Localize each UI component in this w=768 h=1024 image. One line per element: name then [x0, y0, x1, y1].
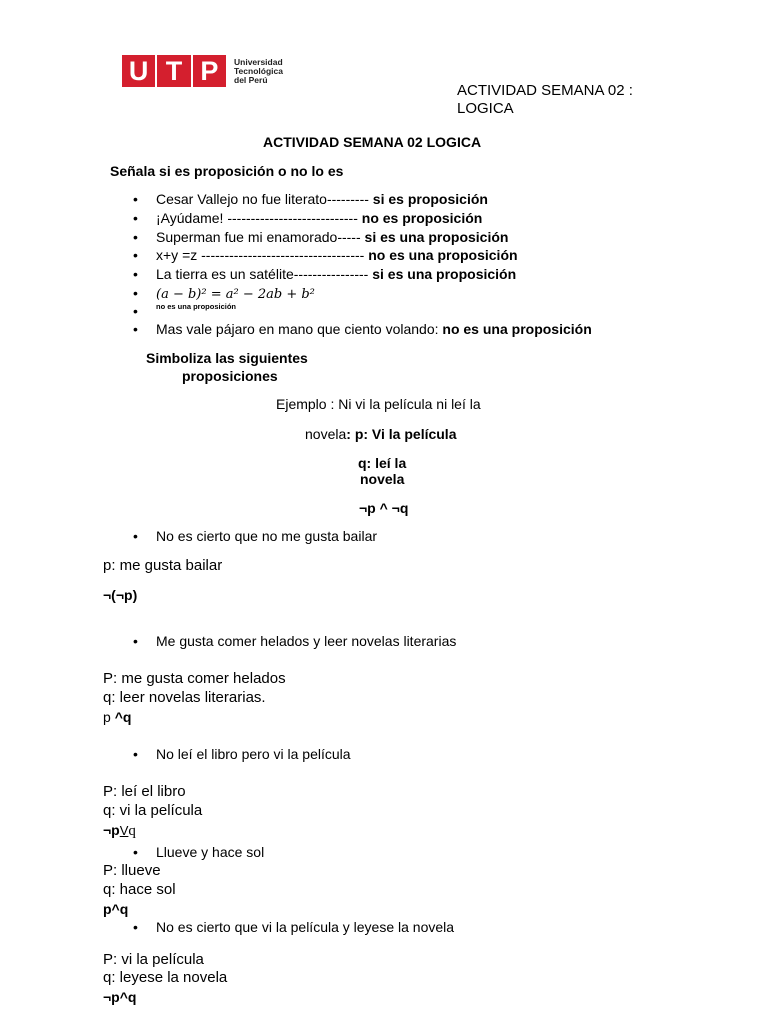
- logo-text-line2: Tecnológica: [234, 65, 283, 76]
- section1-heading: Señala si es proposición o no lo es: [110, 163, 344, 179]
- exercise5-result: ¬p^q: [103, 989, 137, 1005]
- logo-text-line1: Universidad: [234, 56, 283, 67]
- example-q-line2: novela: [360, 471, 405, 487]
- logo-letter-p: P: [200, 56, 219, 86]
- example-line2: [305, 426, 456, 443]
- exercise3-result: [103, 822, 136, 840]
- exercise4-q: q: hace sol: [103, 881, 176, 898]
- example-p: : p: Vi la película: [346, 426, 457, 442]
- example-q-line1: q: leí la: [358, 455, 407, 471]
- exercise3-result-or: V: [119, 823, 129, 838]
- exercise2-bullet: • Me gusta comer helados y leer novelas literarias: [133, 633, 456, 650]
- utp-logo: [122, 55, 283, 87]
- example-line1: Ejemplo : Ni vi la película ni leí la: [276, 396, 481, 412]
- item-answer: si es una proposición: [372, 266, 517, 283]
- item-text: ¡Ayúdame! ----------------------------: [156, 209, 362, 226]
- list-item: [133, 320, 592, 339]
- example-result: ¬p ^ ¬q: [359, 500, 409, 516]
- exercise4-bullet: • Llueve y hace sol: [133, 844, 264, 861]
- logo-letter-t: T: [155, 55, 192, 87]
- exercise2-q: q: leer novelas literarias.: [103, 689, 266, 706]
- list-item: [133, 265, 592, 284]
- header-activity: [457, 82, 633, 118]
- exercise1-result: ¬(¬p): [103, 587, 138, 603]
- example-novela: novela: [305, 426, 347, 442]
- exercise2-result-op: ^q: [114, 709, 132, 725]
- exercise3-q: q: vi la película: [103, 802, 203, 819]
- list-item-formula: [133, 284, 592, 303]
- exercise2-result-p: p: [103, 709, 115, 725]
- exercise1-bullet: • No es cierto que no me gusta bailar: [133, 528, 377, 545]
- list-item-formula-answer: [133, 303, 592, 320]
- section2-heading-line2: proposiciones: [182, 368, 278, 384]
- exercise4-result: p^q: [103, 901, 129, 917]
- item-answer: si es proposición: [372, 191, 488, 207]
- item-answer: no es proposición: [361, 209, 483, 226]
- exercise2-result: [103, 709, 131, 726]
- proposition-list: [133, 190, 592, 339]
- item-answer: si es una proposición: [364, 228, 509, 245]
- formula-answer: no es una proposición: [156, 301, 237, 311]
- exercise5-p: P: vi la película: [103, 951, 204, 968]
- item-answer: no es una proposición: [442, 320, 592, 337]
- item-text: Cesar Vallejo no fue literato---------: [156, 191, 373, 207]
- exercise3-p: P: leí el libro: [103, 783, 186, 800]
- header-line1: ACTIVIDAD SEMANA 02 :: [457, 82, 633, 99]
- list-item: [133, 209, 592, 228]
- item-text: Superman fue mi enamorado-----: [156, 228, 365, 245]
- utp-logo-mark: [122, 55, 226, 87]
- header-line2: LOGICA: [457, 100, 514, 117]
- exercise5-bullet: • No es cierto que vi la película y leyese la novela: [133, 919, 454, 936]
- list-item: [133, 190, 592, 209]
- section2-heading-line1: Simboliza las siguientes: [146, 350, 308, 366]
- exercise2-p: P: me gusta comer helados: [103, 670, 286, 687]
- list-item: [133, 246, 592, 265]
- exercise1-p: p: me gusta bailar: [103, 557, 223, 574]
- exercise5-q: q: leyese la novela: [103, 969, 228, 986]
- item-answer: no es una proposición: [368, 247, 518, 264]
- item-text: x+y =z -----------------------------------: [156, 247, 369, 264]
- list-item: [133, 228, 592, 247]
- item-text: Mas vale pájaro en mano que ciento volando:: [156, 320, 443, 337]
- logo-text-line3: del Perú: [234, 74, 268, 85]
- exercise4-p: P: llueve: [103, 862, 161, 879]
- exercise3-result-q: q: [128, 823, 136, 839]
- page-title: ACTIVIDAD SEMANA 02 LOGICA: [263, 134, 482, 150]
- logo-letter-u: U: [128, 56, 149, 86]
- exercise3-result-notp: ¬p: [103, 822, 120, 838]
- logo-university-name: [234, 58, 283, 85]
- exercise3-bullet: • No leí el libro pero vi la película: [133, 746, 351, 763]
- formula: (a − b)² = a² − 2ab + b²: [156, 286, 315, 302]
- item-text: La tierra es un satélite----------------: [156, 266, 373, 283]
